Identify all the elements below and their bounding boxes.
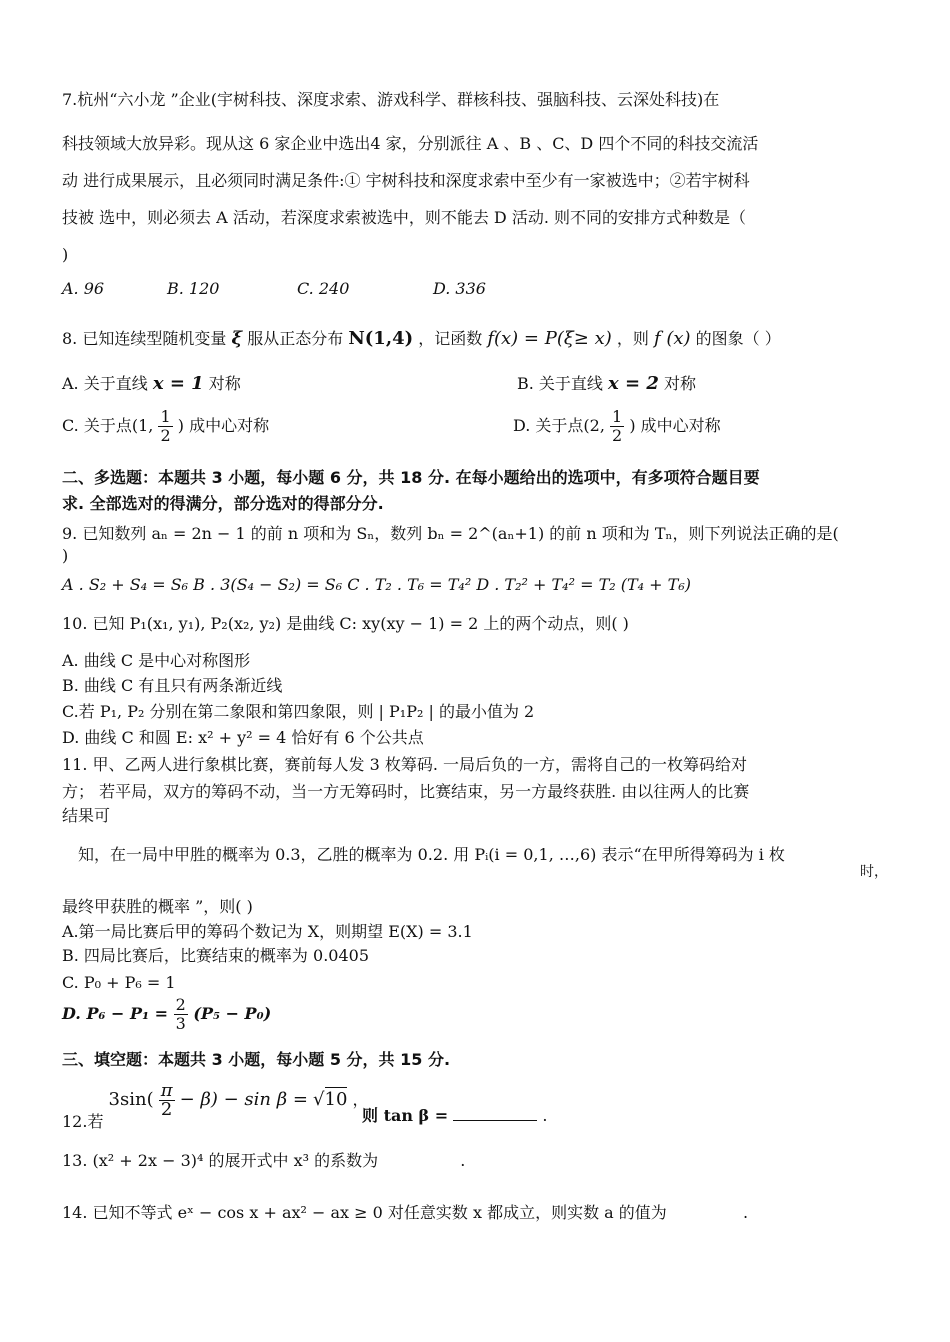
- q8-xi: ξ: [231, 328, 243, 349]
- q8-fx: f (x): [653, 328, 691, 349]
- q12-expr-b: − β) − sin β =: [179, 1089, 308, 1110]
- section2-heading-line2: 求. 全部选对的得满分，部分选对的得部分分.: [62, 494, 384, 513]
- q12-label: 12.若: [62, 1112, 104, 1131]
- q12-stem: [62, 1080, 369, 1131]
- q8-option-b-text: B. 关于直线: [517, 374, 603, 393]
- fraction-numerator: 1: [160, 407, 171, 426]
- q11-line3: 结果可: [62, 806, 111, 825]
- q8-option-a: [62, 374, 241, 394]
- q11-option-d: [62, 996, 271, 1033]
- q11-line5: 最终甲获胜的概率 ”，则( ): [62, 897, 253, 916]
- fraction-numerator: 1: [612, 407, 623, 426]
- q7-option-b: B. 120: [167, 279, 220, 298]
- q8-stem-text-b: 服从正态分布: [247, 329, 344, 348]
- section3-heading: 三、填空题：本题共 3 小题，每小题 5 分，共 15 分.: [62, 1050, 451, 1069]
- fraction-denominator: 2: [612, 426, 623, 445]
- q12-answer-blank[interactable]: [453, 1120, 537, 1121]
- q12-ask-text: 则 tan β =: [362, 1106, 449, 1125]
- q11-option-c: C. P₀ + P₆ = 1: [62, 973, 176, 992]
- q8-stem: [62, 329, 781, 349]
- q8-option-a-math: x = 1: [152, 373, 204, 394]
- q8-option-c-post: ) 成中心对称: [177, 416, 270, 435]
- q10-option-b: B. 曲线 C 有且只有两条渐近线: [62, 676, 283, 695]
- q7-option-c: C. 240: [297, 279, 350, 298]
- q8-option-a-post: 对称: [208, 374, 241, 393]
- q8-stem-text-a: 8. 已知连续型随机变量: [62, 329, 227, 348]
- q8-option-d: [513, 408, 721, 445]
- q13-stem: [62, 1151, 465, 1171]
- fraction-denominator: 2: [160, 426, 171, 445]
- q7-line3: 动 进行成果展示，且必须同时满足条件:① 宇树科技和深度求索中至少有一家被选中；②若宇树科: [62, 171, 750, 190]
- q8-option-d-post: ) 成中心对称: [629, 416, 721, 435]
- q8-stem-text-c: ，记函数: [418, 329, 483, 348]
- q12-tail: .: [542, 1106, 548, 1125]
- q12-sqrt-body: 10: [324, 1089, 348, 1110]
- q14-stem-text: 14. 已知不等式 eˣ − cos x + ax² − ax ≥ 0 对任意实数 x 都成立，则实数 a 的值为: [62, 1203, 667, 1222]
- q8-stem-text-e: 的图象（ ）: [695, 329, 781, 348]
- q11-line2: 方； 若平局，双方的筹码不动，当一方无筹码时，比赛结束，另一方最终获胜. 由以往两人的比赛: [62, 782, 750, 801]
- q11-option-d-fraction: [174, 996, 188, 1033]
- q8-option-c: [62, 408, 269, 445]
- q7-option-a: A. 96: [62, 279, 105, 298]
- fraction-denominator: 3: [175, 1014, 186, 1033]
- q11-option-a: A.第一局比赛后甲的筹码个数记为 X，则期望 E(X) = 3.1: [62, 922, 473, 941]
- section2-heading-line1: 二、多选题：本题共 3 小题，每小题 6 分，共 18 分. 在每小题给出的选项中，有多项符合题目要: [62, 468, 760, 487]
- q7-option-d: D. 336: [433, 279, 486, 298]
- q8-option-d-text: D. 关于点(2,: [513, 416, 605, 435]
- q8-option-b-post: 对称: [664, 374, 697, 393]
- q8-option-c-text: C. 关于点(1,: [62, 416, 154, 435]
- q12-expr-sqrt: √10: [313, 1089, 348, 1110]
- q10-option-c: C.若 P₁, P₂ 分别在第二象限和第四象限，则 | P₁P₂ | 的最小值为 2: [62, 702, 535, 721]
- q12-expr-a: 3sin(: [108, 1089, 154, 1110]
- q10-option-d: D. 曲线 C 和圆 E: x² + y² = 4 恰好有 6 个公共点: [62, 728, 424, 747]
- q7-line5: ): [62, 245, 69, 264]
- q9-close: ): [62, 546, 69, 565]
- q11-option-b: B. 四局比赛后，比赛结束的概率为 0.0405: [62, 946, 370, 965]
- q12-fraction: [159, 1082, 175, 1119]
- q10-option-a: A. 曲线 C 是中心对称图形: [62, 651, 251, 670]
- q8-option-a-text: A. 关于直线: [62, 374, 148, 393]
- q11-line1: 11. 甲、乙两人进行象棋比赛，赛前每人发 3 枚筹码. 一局后负的一方，需将自己的一枚筹码给对: [62, 755, 748, 774]
- q8-option-c-fraction: [158, 408, 172, 445]
- q12-expr-c: ，: [352, 1090, 369, 1109]
- q9-stem: 9. 已知数列 aₙ = 2n − 1 的前 n 项和为 Sₙ，数列 bₙ = 2^(aₙ+1) 的前 n 项和为 Tₙ，则下列说法正确的是(: [62, 524, 839, 543]
- q7-line2: 科技领域大放异彩。现从这 6 家企业中选出4 家，分别派往 A 、B 、C、D 四个不同的科技交流活: [62, 134, 759, 153]
- q7-line4: 技被 选中，则必须去 A 活动，若深度求索被选中，则不能去 D 活动. 则不同的安排方式种数是（: [62, 208, 746, 227]
- q8-normal: N(1,4): [348, 328, 414, 349]
- q8-func: f(x) = P(ξ≥ x): [487, 328, 612, 349]
- q9-options: A . S₂ + S₄ = S₆ B . 3(S₄ − S₂) = S₆ C . T₂ . T₆ = T₄² D . T₂² + T₄² = T₂ (T₄ + T₆): [62, 575, 691, 594]
- q8-option-b-math: x = 2: [608, 373, 659, 394]
- q11-line4b: 时，: [860, 864, 888, 880]
- q12-ask: [362, 1106, 547, 1126]
- fraction-numerator: 2: [175, 995, 186, 1014]
- q11-option-d-post: (P₅ − P₀): [193, 1004, 272, 1023]
- q8-option-d-fraction: [610, 408, 624, 445]
- q7-options: [62, 279, 486, 299]
- q11-line4: 知，在一局中甲胜的概率为 0.3，乙胜的概率为 0.2. 用 Pᵢ(i = 0,1, …,6) 表示“在甲所得筹码为 i 枚: [78, 845, 785, 864]
- q11-option-d-text: D. P₆ − P₁ =: [62, 1004, 169, 1023]
- q13-stem-text: 13. (x² + 2x − 3)⁴ 的展开式中 x³ 的系数为: [62, 1151, 379, 1170]
- q10-stem: 10. 已知 P₁(x₁, y₁), P₂(x₂, y₂) 是曲线 C: xy(xy − 1) = 2 上的两个动点，则( ): [62, 614, 629, 633]
- q14-tail: .: [743, 1203, 749, 1222]
- fraction-denominator: 2: [160, 1099, 173, 1120]
- q8-option-b: [517, 374, 696, 394]
- q14-stem: [62, 1203, 748, 1223]
- q13-tail: .: [460, 1151, 466, 1170]
- q7-line1: 7.杭州“六小龙 ”企业(宇树科技、深度求索、游戏科学、群核科技、强脑科技、云深处科技)在: [62, 90, 720, 109]
- fraction-numerator: π: [160, 1080, 173, 1101]
- q8-stem-text-d: ，则: [616, 329, 649, 348]
